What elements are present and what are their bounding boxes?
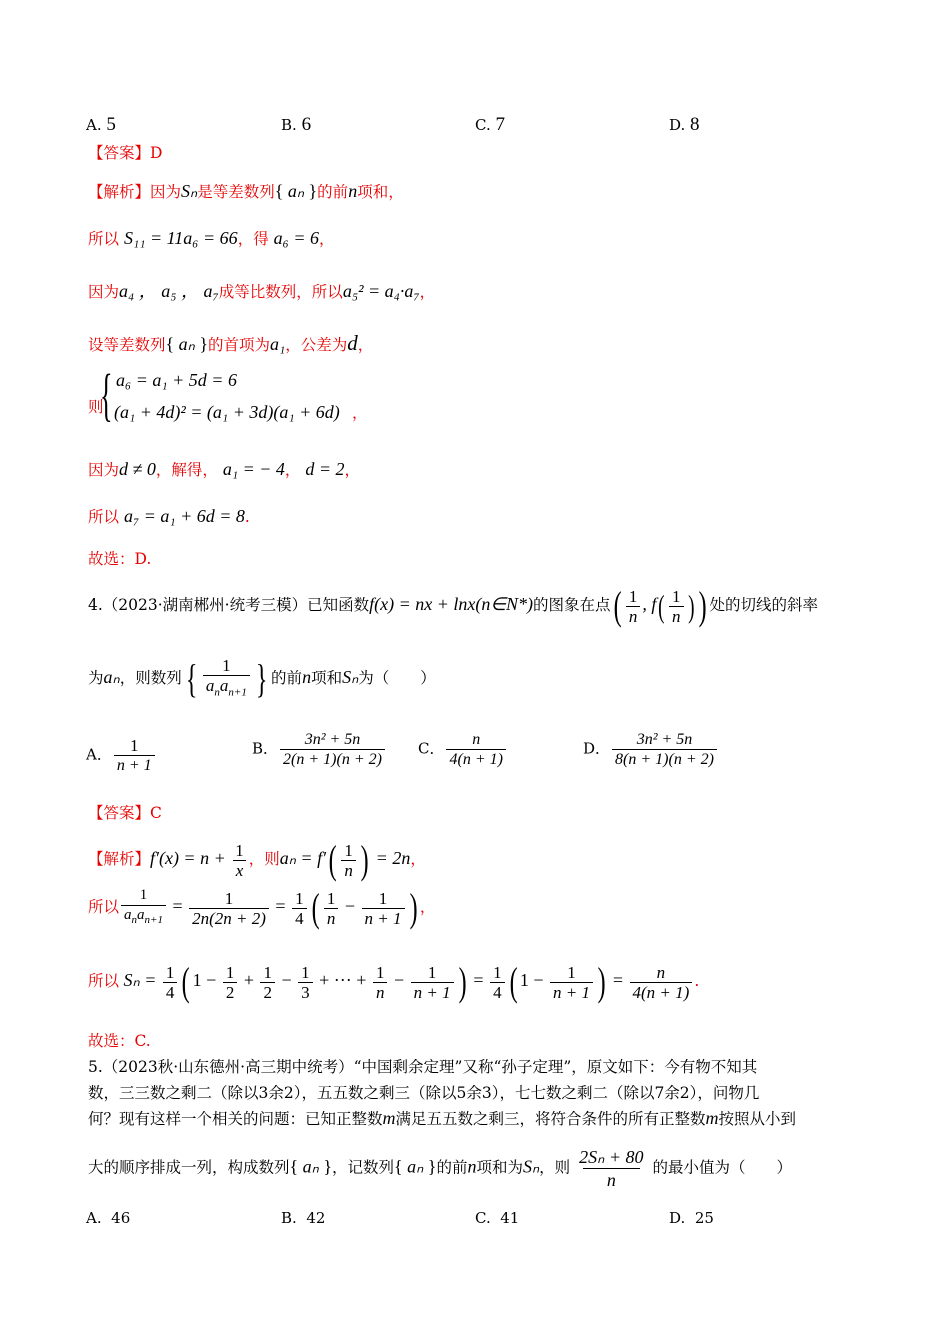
q3-analysis-line2: 所以 S₁₁ = 11a₆ = 66，得 a₆ = 6， bbox=[88, 228, 335, 248]
q3-option-b: B. 6 bbox=[281, 114, 312, 135]
q4-option-c: C． $\frac{n}{4(n + 1)}$ bbox=[418, 730, 508, 769]
q4-option-b: B． $\frac{\text{3n² + 5n}}{2(n + 1)(n + 2)}$ bbox=[252, 730, 387, 769]
q5-stem-line4: 大的顺序排成一列，构成数列{ aₙ }，记数列{ aₙ }的前n项和为Sₙ，则 $\frac{\text{2Sₙ + 80}}{n}$ 的最小值为（ ） bbox=[88, 1147, 792, 1190]
q4-stem-line2: 为aₙ，则数列{ $\frac{1}{a_na_{n+1}}$ } 的前n项和Sₙ为（ ） bbox=[88, 656, 436, 702]
q3-system-label: 则 bbox=[88, 398, 104, 416]
q3-choice: 故选：D. bbox=[88, 550, 152, 568]
q3-option-d: D. 8 bbox=[669, 114, 700, 135]
q5-option-c: C. 41 bbox=[475, 1209, 520, 1227]
q3-option-c: C. 7 bbox=[475, 114, 505, 135]
q3-answer: 【答案】D bbox=[88, 144, 163, 162]
q3-analysis-line3: 因为a₄ ， a₅ ， a₇成等比数列，所以a₅² = a₄·a₇， bbox=[88, 281, 436, 301]
q3-option-a: A. 5 bbox=[86, 114, 116, 135]
q3-analysis-line7: 所以 a₇ = a₁ + 6d = 8. bbox=[88, 506, 250, 526]
q4-analysis-line2: 所以 $\frac{1}{a_na_{n+1}}$ = $\frac{1}{2n(2n + 2)}$ = $\frac{1}{4}$ ( $\frac{1}{n}$ − $\frac{1}{n + 1}$ ) ， bbox=[88, 885, 436, 930]
q4-option-d: D． $\frac{\text{3n² + 5n}}{8(n + 1)(n + 2)}$ bbox=[583, 730, 719, 769]
q5-option-b: B. 42 bbox=[281, 1209, 326, 1227]
q3-system-comma: ， bbox=[352, 404, 368, 422]
q5-stem-line2: 数，三三数之剩二（除以3余2），五五数之剩三（除以5余3），七七数之剩二（除以7余2），问物几 bbox=[88, 1084, 760, 1102]
q5-stem-line1: 5.（2023秋·山东德州·高三期中统考）“中国剩余定理”又称“孙子定理”，原文如下：今有物不知其 bbox=[88, 1058, 758, 1076]
q3-analysis-line6: 因为d ≠ 0，解得， a₁ = − 4， d = 2， bbox=[88, 459, 361, 479]
q5-stem-line3: 何？现有这样一个相关的问题：已知正整数m满足五五数之剩三，将符合条件的所有正整数m按照从小到 bbox=[88, 1108, 797, 1128]
q4-analysis-line3: 所以 Sₙ = $\frac{1}{4}$ ( 1 − $\frac{1}{2}$ + $\frac{1}{2}$ − $\frac{1}{3}$ + ··· + $\frac{1}{n}$ − $\frac{1}{n + 1}$ ) = $\frac{1}{4}$ ( 1 − $\frac{1}{n + 1}$ ) = $\frac{n}{4(n + 1)}$ . bbox=[88, 959, 700, 1004]
q3-system-brace: { bbox=[100, 362, 113, 427]
q4-option-a: A． $\frac{1}{n + 1}$ bbox=[86, 736, 157, 775]
q5-option-d: D. 25 bbox=[669, 1209, 714, 1227]
q4-analysis-line1: 【解析】f′(x) = n + $\frac{1}{x}$ ，则aₙ = f′( $\frac{1}{n}$ ) = 2n， bbox=[88, 837, 426, 882]
q3-analysis-line1: 【解析】因为Sₙ是等差数列{ aₙ }的前n项和， bbox=[88, 181, 404, 201]
q3-system-eq2: (a₁ + 4d)² = (a₁ + 3d)(a₁ + 6d) bbox=[114, 402, 340, 422]
q4-answer: 【答案】C bbox=[88, 804, 162, 822]
q4-stem-line1: 4.（2023·湖南郴州·统考三模）已知函数f(x) = nx + lnx(n∈N*)的图象在点( $\frac{1}{n}$ , f( $\frac{1}{n}$ ) ) 处的切线的斜率 bbox=[88, 583, 819, 628]
q5-option-a: A. 46 bbox=[86, 1209, 131, 1227]
q4-choice: 故选：C. bbox=[88, 1032, 151, 1050]
q3-system-eq1: a₆ = a₁ + 5d = 6 bbox=[116, 370, 237, 390]
q3-analysis-line4: 设等差数列{ aₙ }的首项为a₁，公差为d， bbox=[88, 331, 374, 355]
